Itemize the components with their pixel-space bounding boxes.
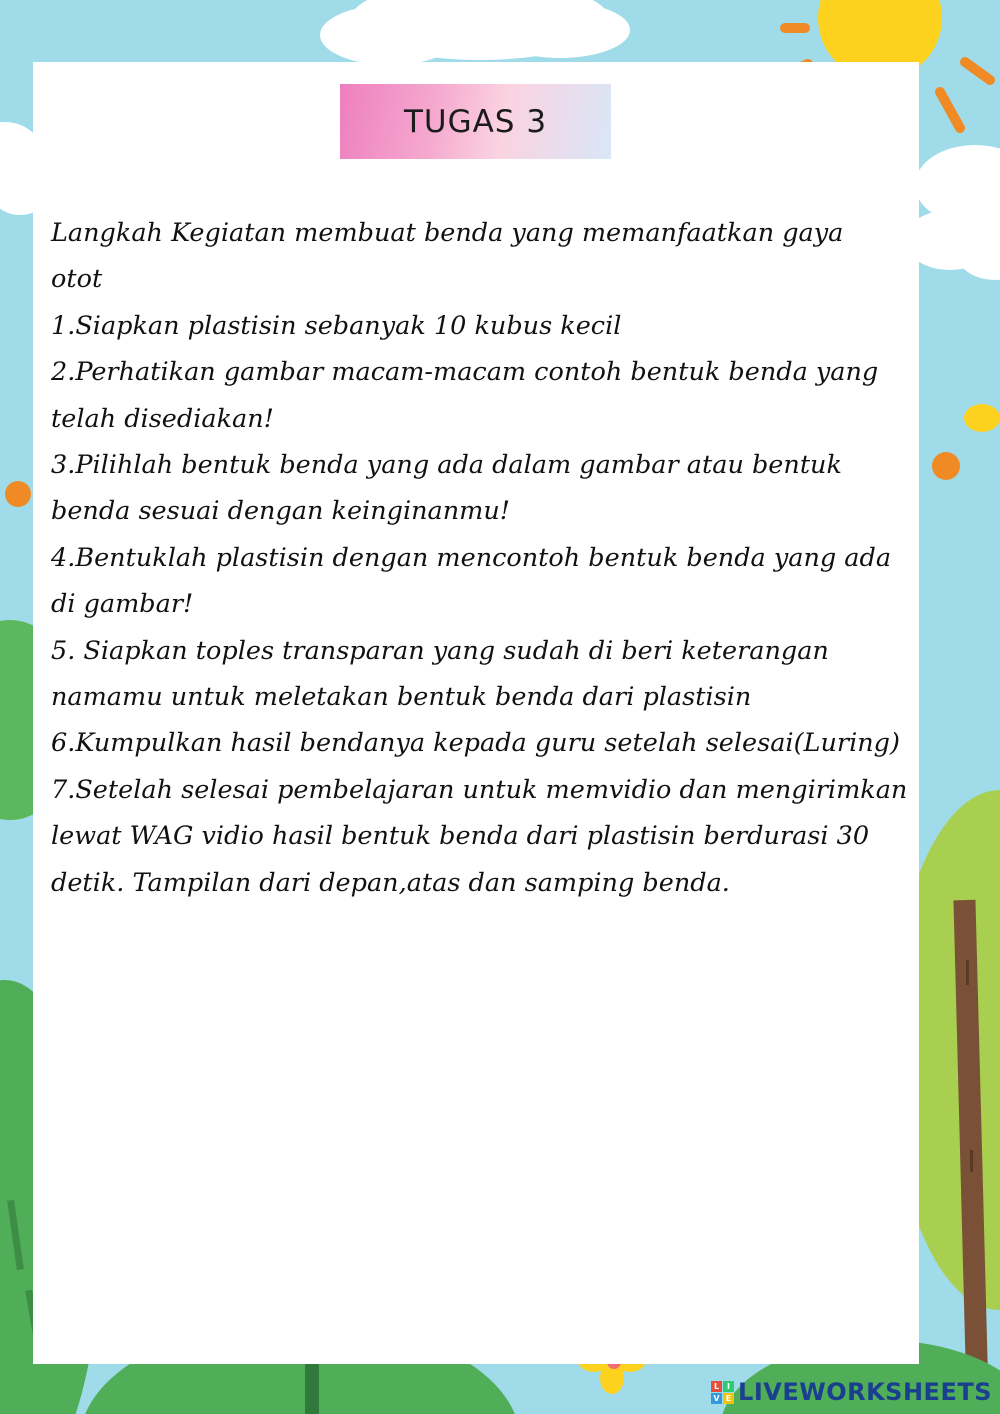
instruction-line: 4.Bentuklah plastisin dengan mencontoh bentuk benda yang ada xyxy=(51,542,892,573)
logo-letter-i: I xyxy=(723,1381,734,1392)
logo-letter-e: E xyxy=(723,1393,734,1404)
instruction-line: 1.Siapkan plastisin sebanyak 10 kubus kecil xyxy=(51,310,622,341)
title-banner xyxy=(340,84,611,159)
orange-dot-left xyxy=(5,481,31,507)
instruction-line: 3.Pilihlah bentuk benda yang ada dalam gambar atau bentuk xyxy=(51,450,842,481)
instruction-line: 2.Perhatikan gambar macam-macam contoh bentuk benda yang xyxy=(51,357,879,388)
instruction-line: di gambar! xyxy=(51,589,194,620)
worksheet-title: TUGAS 3 xyxy=(403,103,548,140)
instruction-line: 6.Kumpulkan hasil bendanya kepada guru setelah selesai(Luring) xyxy=(51,728,900,759)
instruction-line: Langkah Kegiatan membuat benda yang memanfaatkan gaya xyxy=(51,218,844,248)
worksheet-paper xyxy=(33,62,919,1364)
instruction-line: benda sesuai dengan keinginanmu! xyxy=(51,496,511,527)
orange-dot-right xyxy=(932,452,960,480)
instructions-text xyxy=(51,210,921,906)
liveworksheets-logo-icon xyxy=(711,1381,734,1404)
logo-letter-v: V xyxy=(711,1393,722,1404)
watermark-text: LIVEWORKSHEETS xyxy=(738,1378,992,1406)
instruction-line: lewat WAG vidio hasil bentuk benda dari plastisin berdurasi 30 xyxy=(51,821,870,852)
cloud-top-center xyxy=(320,0,630,65)
yellow-dot-right xyxy=(964,404,1000,432)
logo-letter-l: L xyxy=(711,1381,722,1392)
liveworksheets-watermark[interactable] xyxy=(711,1378,992,1406)
instruction-line: 7.Setelah selesai pembelajaran untuk memvidio dan mengirimkan xyxy=(51,774,908,805)
instruction-line: telah disediakan! xyxy=(51,403,274,434)
instruction-line: 5. Siapkan toples transparan yang sudah di beri keterangan xyxy=(51,635,829,666)
instruction-line: otot xyxy=(51,264,103,295)
instruction-line: namamu untuk meletakan bentuk benda dari plastisin xyxy=(51,682,752,713)
instruction-line: detik. Tampilan dari depan,atas dan samping benda. xyxy=(51,867,730,898)
